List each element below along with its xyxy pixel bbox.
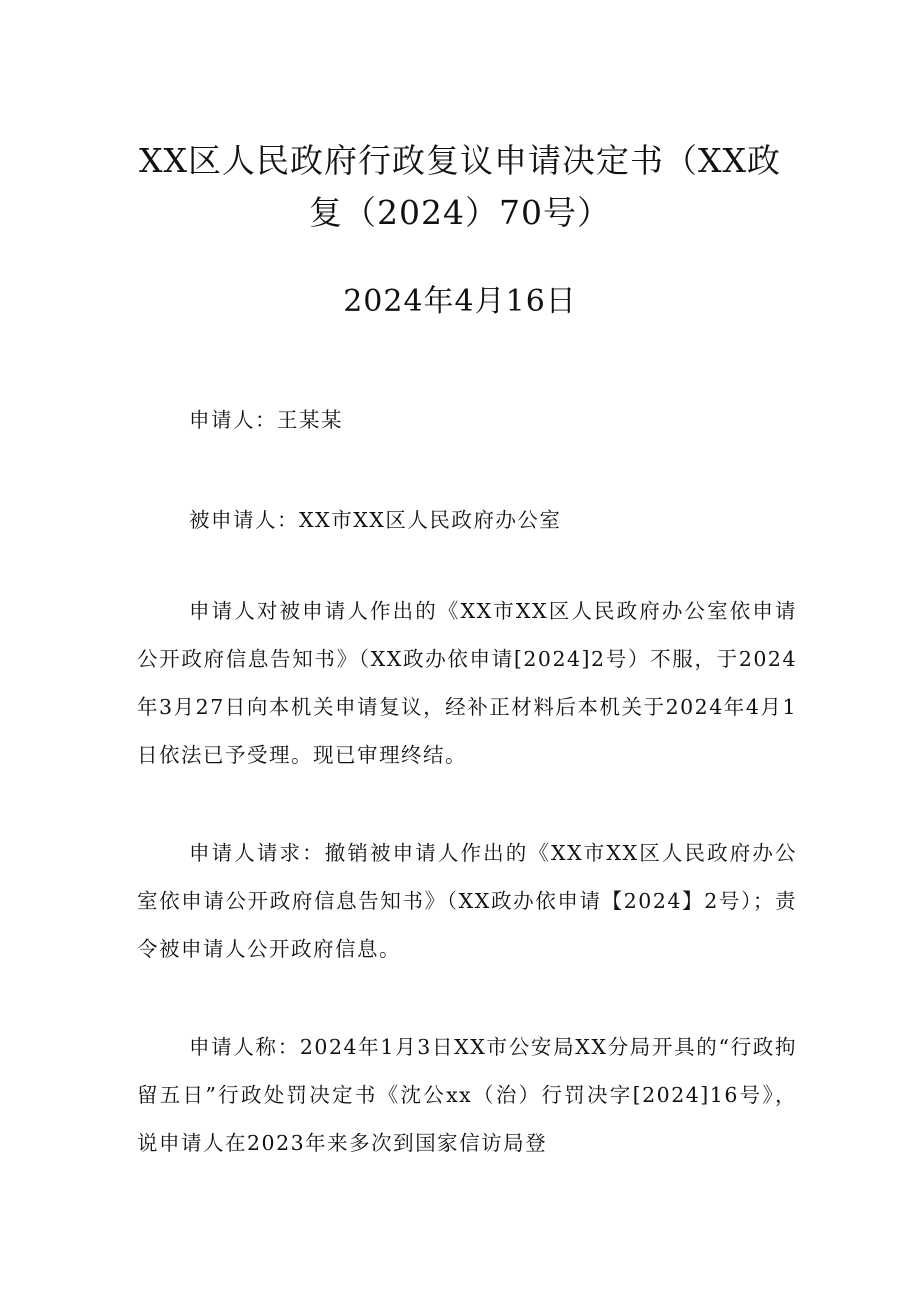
document-title-line1: XX区人民政府行政复议申请决定书（XX政 <box>139 141 781 180</box>
case-summary-paragraph: 申请人对被申请人作出的《XX市XX区人民政府办公室依申请公开政府信息告知书》（XX政办依申请[2024]2号）不服，于2024年3月27日向本机关申请复议，经补正材料后本机关于2024年4月1日依法已予受理。现已审理终结。 <box>137 599 797 767</box>
applicant-request-paragraph: 申请人请求：撤销被申请人作出的《XX市XX区人民政府办公室依申请公开政府信息告知书》（XX政办依申请【2024】2号）；责令被申请人公开政府信息。 <box>137 841 797 961</box>
applicant-line: 申请人：王某某 <box>189 408 343 432</box>
respondent-line: 被申请人：XX市XX区人民政府办公室 <box>189 508 562 532</box>
document-date: 2024年4月16日 <box>343 284 577 319</box>
applicant-claim-paragraph: 申请人称：2024年1月3日XX市公安局XX分局开具的“行政拘留五日”行政处罚决定书《沈公xx（治）行罚决字[2024]16号》，说申请人在2023年来多次到国家信访局登 <box>137 1035 797 1155</box>
document-title-line2: 复（2024）70号） <box>309 193 611 232</box>
